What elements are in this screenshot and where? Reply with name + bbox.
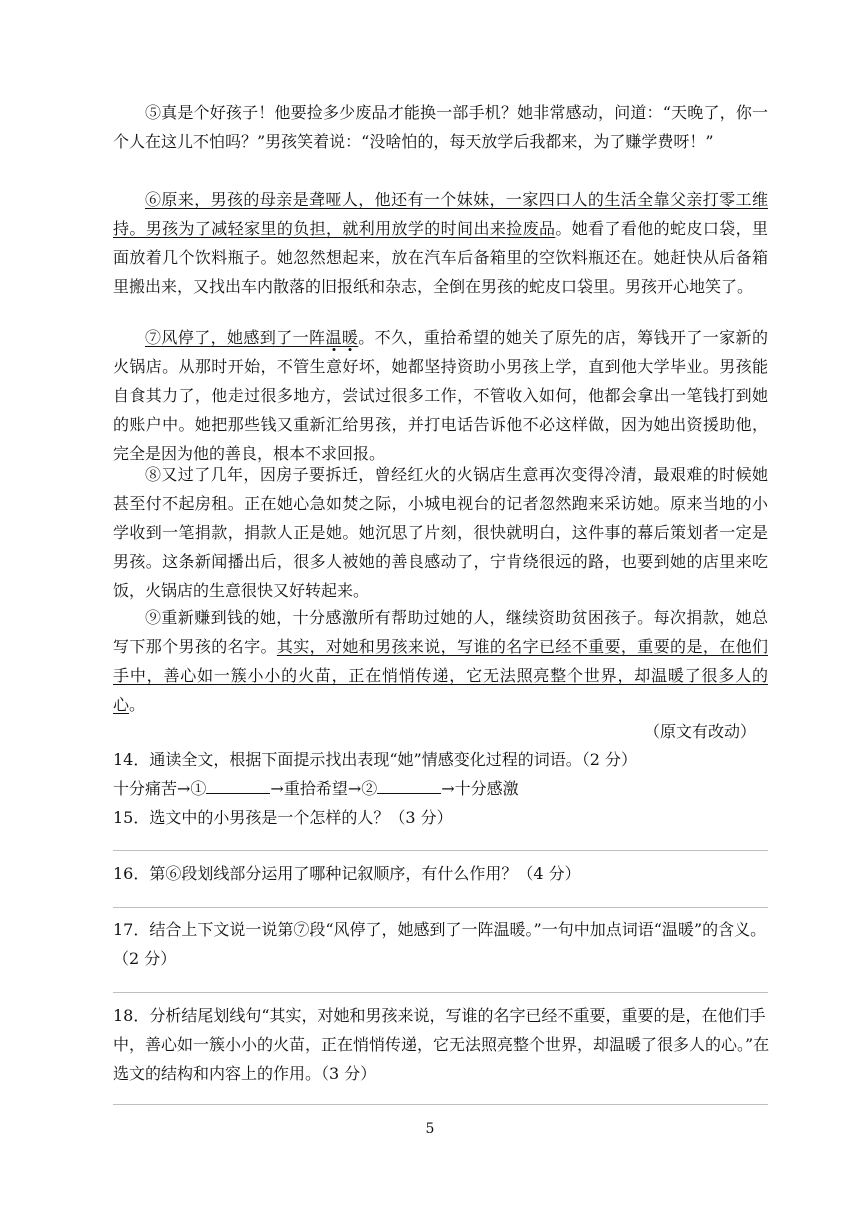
emphasis-dot-char-2: 暖 xyxy=(341,328,359,347)
paragraph-9-end: 。 xyxy=(129,695,146,714)
question-14: 14．通读全文，根据下面提示找出表现“她”情感变化过程的词语。（2 分） xyxy=(113,750,637,769)
paragraph-9-underlined: 其实，对她和男孩来说，写谁的名字已经不重要，重要的是，在他们手中，善心如一簇小小的火苗，正在悄悄传递，它无法照亮整个世界，却温暖了很多人的心 xyxy=(113,637,768,714)
paragraph-8-text: ⑧又过了几年，因房子要拆迁，曾经红火的火锅店生意再次变得冷清，最艰难的时候她甚至付不起房租。正在她心急如焚之际，小城电视台的记者忽然跑来采访她。原来当地的小学收到一笔捐款，捐款人正是她。她沉思了片刻，很快就明白，这件事的幕后策划者一定是男孩。这条新闻播出后，很多人被她的善良感动了，宁肯绕很远的路，也要到她的店里来吃饭，火锅店的生意很快又好转起来。 xyxy=(113,465,768,600)
paragraph-5-text: ⑤真是个好孩子！他要捡多少废品才能换一部手机？她非常感动，问道：“天晚了，你一个人在这儿不怕吗？”男孩笑着说：“没啥怕的，每天放学后我都来，为了赚学费呀！” xyxy=(113,103,768,151)
chain-part-a: 十分痛苦→① xyxy=(113,779,207,798)
paragraph-7-underlined xyxy=(145,328,358,347)
answer-line-18[interactable] xyxy=(113,1104,768,1105)
paragraph-6-rest: 。她看了看他的蛇皮口袋，里面放着几个饮料瓶子。她忽然想起来，放在汽车后备箱里的空饮料瓶还在。她赶快从后备箱里搬出来，又找出车内散落的旧报纸和杂志，全倒在男孩的蛇皮口袋里。男孩开心地笑了。 xyxy=(113,219,768,296)
answer-line-15[interactable] xyxy=(113,850,768,851)
question-15: 15．选文中的小男孩是一个怎样的人？（3 分） xyxy=(113,808,453,827)
paragraph-7 xyxy=(113,323,768,468)
page-number: 5 xyxy=(425,1121,435,1137)
question-17: 17．结合上下文说一说第⑦段“风停了，她感到了一阵温暖。”一句中加点词语“温暖”的含义。（2 分） xyxy=(113,920,767,968)
paragraph-9-start: ⑨重新赚到钱的她，十分感激所有帮助过她的人，继续资助贫困孩子。每次捐款，她总写下那个男孩的名字。 xyxy=(113,608,768,656)
paragraph-5 xyxy=(113,98,768,156)
paragraph-7-rest: 。不久，重拾希望的她关了原先的店，筹钱开了一家新的火锅店。从那时开始，不管生意好坏，她都坚持资助小男孩上学，直到他大学毕业。男孩能自食其力了，他走过很多地方，尝试过很多工作，不管收入如何，他都会拿出一笔钱打到她的账户中。她把那些钱又重新汇给男孩，并打电话告诉他不必这样做，因为她出资援助他，完全是因为他的善良，根本不求回报。 xyxy=(113,328,768,463)
paragraph-8 xyxy=(113,460,768,605)
answer-line-16[interactable] xyxy=(113,907,768,908)
answer-blank-2[interactable] xyxy=(377,777,441,794)
answer-blank-1[interactable] xyxy=(206,777,270,794)
chain-part-c: →十分感激 xyxy=(441,779,519,798)
question-16: 16．第⑥段划线部分运用了哪种记叙顺序，有什么作用？（4 分） xyxy=(113,864,581,883)
paragraph-6-underlined: ⑥原来，男孩的母亲是聋哑人，他还有一个妹妹，一家四口人的生活全靠父亲打零工维持。男孩为了减轻家里的负担，就利用放学的时间出来捡废品 xyxy=(113,190,768,238)
emphasis-dot-char-1: 温 xyxy=(325,328,342,347)
chain-part-b: →重拾希望→② xyxy=(270,779,378,798)
paragraph-9 xyxy=(113,603,768,719)
paragraph-6 xyxy=(113,185,768,301)
question-18: 18．分析结尾划线句“其实，对她和男孩来说，写谁的名字已经不重要，重要的是，在他们手中，善心如一簇小小的火苗，正在悄悄传递，它无法照亮整个世界，却温暖了很多人的心。”在选文的结构和内容上的作用。（3 分） xyxy=(113,1006,770,1083)
source-note: （原文有改动） xyxy=(643,722,756,741)
answer-line-17[interactable] xyxy=(113,992,768,993)
paragraph-7-underlined-text: ⑦风停了，她感到了一阵 xyxy=(145,328,326,347)
question-14-chain xyxy=(113,774,773,803)
